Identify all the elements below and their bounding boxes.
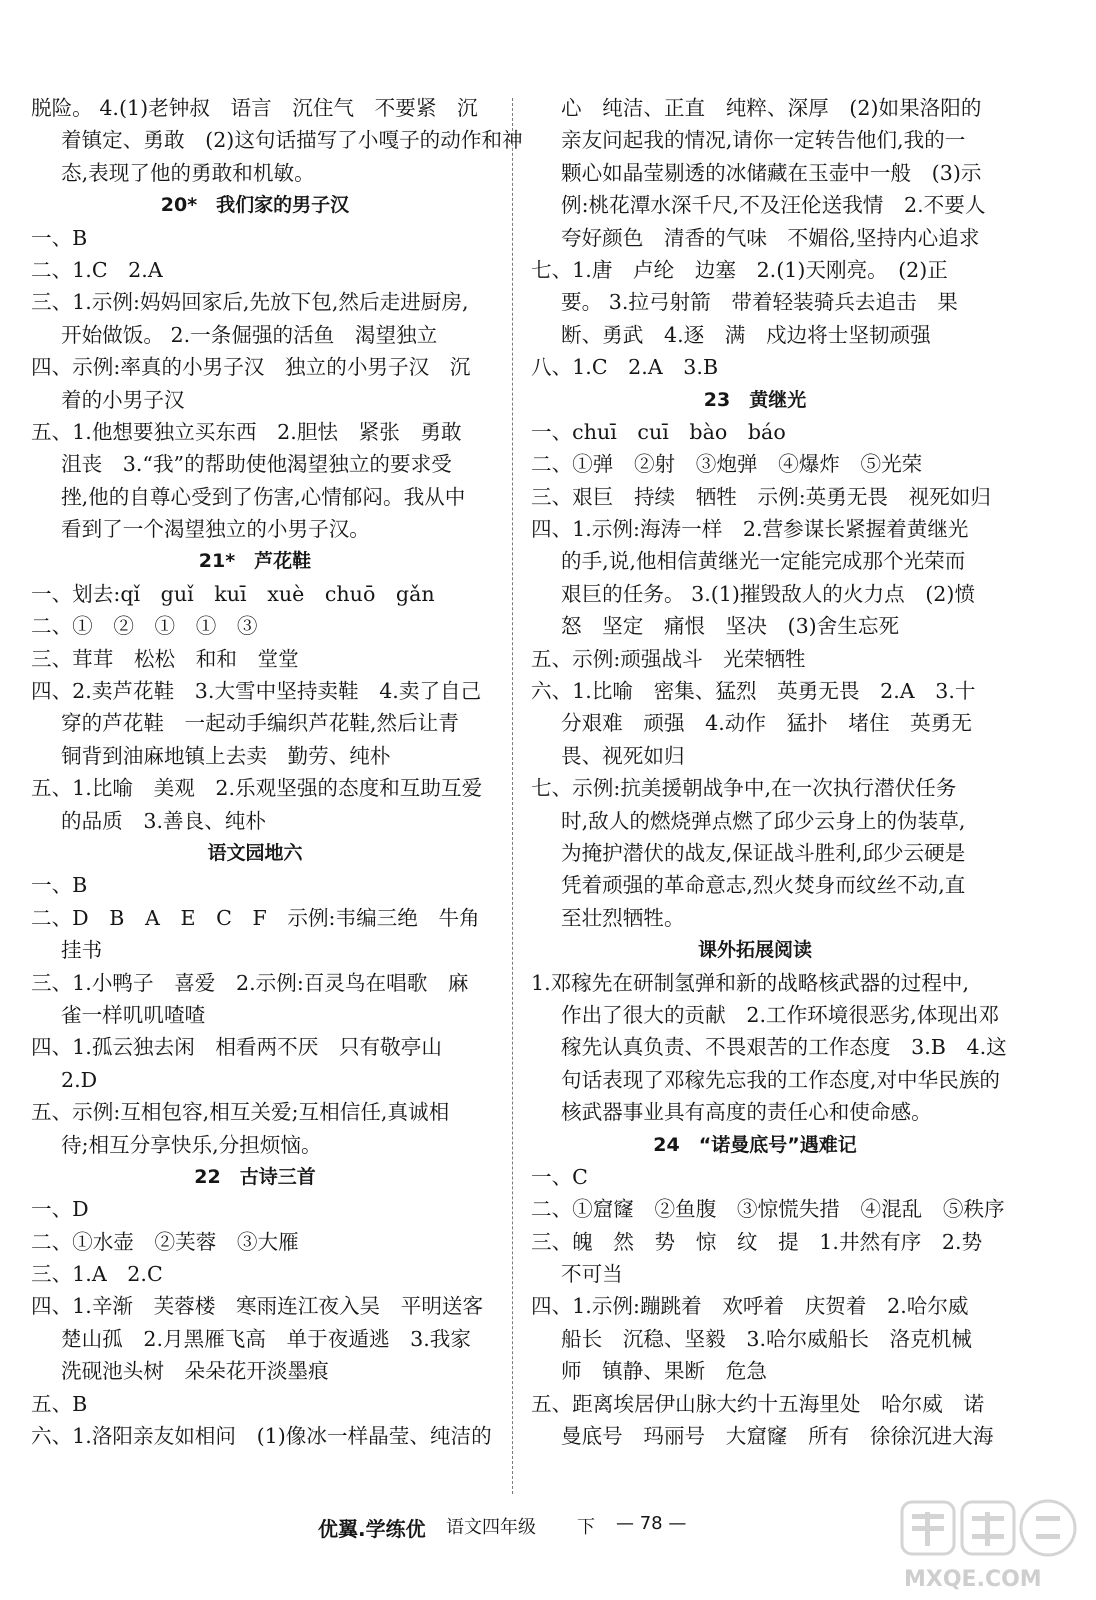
answer-line: 颗心如晶莹剔透的冰储藏在玉壶中一般 (3)示 [561, 160, 982, 185]
answer-line: 二、①弹 ②射 ③炮弹 ④爆炸 ⑤光荣 [531, 452, 923, 477]
answer-line: 不可当 [561, 1262, 623, 1287]
answer-line: 四、1.示例:海涛一样 2.营参谋长紧握着黄继光 [531, 517, 969, 542]
page-footer [0, 1513, 1096, 1543]
answer-line: 待;相互分享快乐,分担烦恼。 [61, 1132, 322, 1157]
answer-line: 一、划去:qǐ guǐ kuī xuè chuō gǎn [31, 581, 435, 606]
answer-line: 师 镇静、果断 危急 [561, 1359, 767, 1384]
answer-line: 雀一样叽叽喳喳 [61, 1002, 206, 1027]
answer-line: 五、1.比喻 美观 2.乐观坚强的态度和互助互爱 [31, 776, 483, 801]
section-heading: 21* 芦花鞋 [198, 550, 312, 573]
answer-line: 的手,说,他相信黄继光一定能完成那个光荣而 [561, 549, 966, 574]
answer-line: 夸好颜色 清香的气味 不媚俗,坚持内心追求 [561, 225, 980, 250]
answer-line: 1.邓稼先在研制氢弹和新的战略核武器的过程中, [531, 970, 970, 995]
answer-line: 曼底号 玛丽号 大窟窿 所有 徐徐沉进大海 [561, 1424, 994, 1449]
answer-line: 脱险。 4.(1)老钟叔 语言 沉住气 不要紧 沉 [31, 96, 478, 120]
answer-line: 断、勇武 4.逐 满 戍边将士坚韧顽强 [561, 322, 931, 347]
section-heading: 20* 我们家的男子汉 [160, 194, 350, 217]
answer-line: 着的小男子汉 [61, 387, 185, 412]
answer-line: 七、示例:抗美援朝战争中,在一次执行潜伏任务 [531, 776, 957, 801]
column-divider [512, 98, 513, 1494]
answer-line: 核武器事业具有高度的责任心和使命感。 [561, 1100, 932, 1125]
answer-line: 分艰难 顽强 4.动作 猛扑 堵住 英勇无 [561, 711, 972, 736]
answer-line: 一、D [31, 1197, 89, 1222]
answer-line: 四、1.孤云独去闲 相看两不厌 只有敬亭山 [31, 1035, 442, 1060]
answer-line: 七、1.唐 卢纶 边塞 2.(1)天刚亮。 (2)正 [531, 257, 948, 282]
answer-line: 2.D [61, 1067, 98, 1092]
answer-line: 挫,他的自尊心受到了伤害,心情郁闷。我从中 [61, 484, 466, 509]
answer-line: 看到了一个渴望独立的小男子汉。 [61, 517, 370, 542]
answer-line: 凭着顽强的革命意志,烈火焚身而纹丝不动,直 [561, 873, 966, 898]
answer-line: 八、1.C 2.A 3.B [531, 355, 719, 380]
answer-line: 一、C [531, 1164, 588, 1189]
footer-brand: 优翼.学练优 [318, 1517, 426, 1541]
answer-line: 至壮烈牺牲。 [561, 905, 685, 930]
answer-line: 二、① ② ① ① ③ [31, 614, 258, 639]
section-heading: 24 “诺曼底号”遇难记 [653, 1133, 857, 1156]
answer-line: 铜背到油麻地镇上去卖 勤劳、纯朴 [61, 743, 391, 768]
answer-line: 二、1.C 2.A [31, 257, 163, 282]
answer-line: 作出了很大的贡献 2.工作环境很恶劣,体现出邓 [561, 1002, 1000, 1027]
answer-line: 四、示例:率真的小男子汉 独立的小男子汉 沉 [31, 355, 471, 380]
answer-line: 为掩护潜伏的战友,保证战斗胜利,邱少云硬是 [561, 840, 966, 865]
answer-line: 五、B [31, 1391, 88, 1416]
answer-line: 五、示例:顽强战斗 光荣牺牲 [531, 646, 806, 671]
answer-line: 亲友问起我的情况,请你一定转告他们,我的一 [561, 128, 966, 153]
answer-line: 开始做饭。 2.一条倔强的活鱼 渴望独立 [61, 322, 438, 347]
answer-line: 三、艰巨 持续 牺牲 示例:英勇无畏 视死如归 [531, 484, 991, 509]
answer-line: 四、1.示例:蹦跳着 欢呼着 庆贺着 2.哈尔威 [531, 1294, 969, 1319]
footer-term: 下 [577, 1517, 595, 1538]
answer-line: 畏、视死如归 [561, 743, 685, 768]
answer-line: 二、D B A E C F 示例:韦编三绝 牛角 [31, 905, 480, 930]
section-heading: 23 黄继光 [703, 388, 807, 411]
answer-line: 三、茸茸 松松 和和 堂堂 [31, 646, 299, 671]
page-number: — 78 — [616, 1513, 687, 1534]
answer-line: 三、1.A 2.C [31, 1262, 163, 1287]
answer-line: 时,敌人的燃烧弹点燃了邱少云身上的伪装草, [561, 808, 966, 833]
answer-line: 洗砚池头树 朵朵花开淡墨痕 [61, 1359, 329, 1384]
answer-line: 稼先认真负责、不畏艰苦的工作态度 3.B 4.这 [561, 1035, 1007, 1060]
section-heading: 语文园地六 [207, 841, 303, 864]
answer-line: 例:桃花潭水深千尺,不及汪伦送我情 2.不要人 [561, 193, 986, 218]
answer-line: 三、魄 然 势 惊 纹 提 1.井然有序 2.势 [531, 1229, 983, 1254]
answer-line: 四、2.卖芦花鞋 3.大雪中坚持卖鞋 4.卖了自己 [31, 679, 482, 704]
answer-line: 五、距离埃居伊山脉大约十五海里处 哈尔威 诺 [531, 1391, 985, 1416]
answer-line: 二、①窟窿 ②鱼腹 ③惊慌失措 ④混乱 ⑤秩序 [531, 1197, 1005, 1222]
answer-line: 楚山孤 2.月黑雁飞高 单于夜遁逃 3.我家 [61, 1326, 471, 1351]
answer-line: 着镇定、勇敢 (2)这句话描写了小嘎子的动作和神 [61, 128, 523, 153]
answer-line: 三、1.小鸭子 喜爱 2.示例:百灵鸟在唱歌 麻 [31, 970, 469, 995]
answer-line: 四、1.辛渐 芙蓉楼 寒雨连江夜入吴 平明送客 [31, 1294, 484, 1319]
right-column [531, 92, 1007, 1452]
watermark-text: MXQE.COM [904, 1567, 1042, 1592]
answer-line: 三、1.示例:妈妈回家后,先放下包,然后走进厨房, [31, 290, 469, 315]
answer-line: 要。 3.拉弓射箭 带着轻装骑兵去追击 果 [561, 290, 958, 315]
answer-line: 句话表现了邓稼先忘我的工作态度,对中华民族的 [561, 1067, 1001, 1092]
section-heading: 课外拓展阅读 [697, 939, 812, 962]
answer-line: 艰巨的任务。 3.(1)摧毁敌人的火力点 (2)愤 [561, 581, 976, 606]
answer-line: 五、示例:互相包容,相互关爱;互相信任,真诚相 [31, 1100, 450, 1125]
answer-line: 怒 坚定 痛恨 坚决 (3)舍生忘死 [561, 614, 900, 639]
answer-line: 穿的芦花鞋 一起动手编织芦花鞋,然后让青 [61, 711, 459, 736]
answer-line: 挂书 [61, 938, 103, 963]
answer-line: 沮丧 3.“我”的帮助使他渴望独立的要求受 [61, 452, 452, 477]
answer-line: 态,表现了他的勇敢和机敏。 [61, 160, 315, 185]
left-column [31, 92, 523, 1452]
answer-line: 五、1.他想要独立买东西 2.胆怯 紧张 勇敢 [31, 419, 462, 444]
answer-line: 六、1.洛阳亲友如相问 (1)像冰一样晶莹、纯洁的 [31, 1424, 492, 1449]
answer-line: 一、chuī cuī bào báo [531, 419, 786, 444]
answer-line: 二、①水壶 ②芙蓉 ③大雁 [31, 1229, 299, 1254]
section-heading: 22 古诗三首 [194, 1165, 316, 1188]
answer-line: 心 纯洁、正直 纯粹、深厚 (2)如果洛阳的 [561, 96, 982, 120]
answer-line: 的品质 3.善良、纯朴 [61, 808, 266, 833]
answer-line: 一、B [31, 873, 88, 898]
footer-subject: 语文四年级 [446, 1517, 536, 1538]
answer-line: 六、1.比喻 密集、猛烈 英勇无畏 2.A 3.十 [531, 679, 976, 704]
answer-line: 船长 沉稳、坚毅 3.哈尔威船长 洛克机械 [561, 1326, 972, 1351]
answer-line: 一、B [31, 225, 88, 250]
